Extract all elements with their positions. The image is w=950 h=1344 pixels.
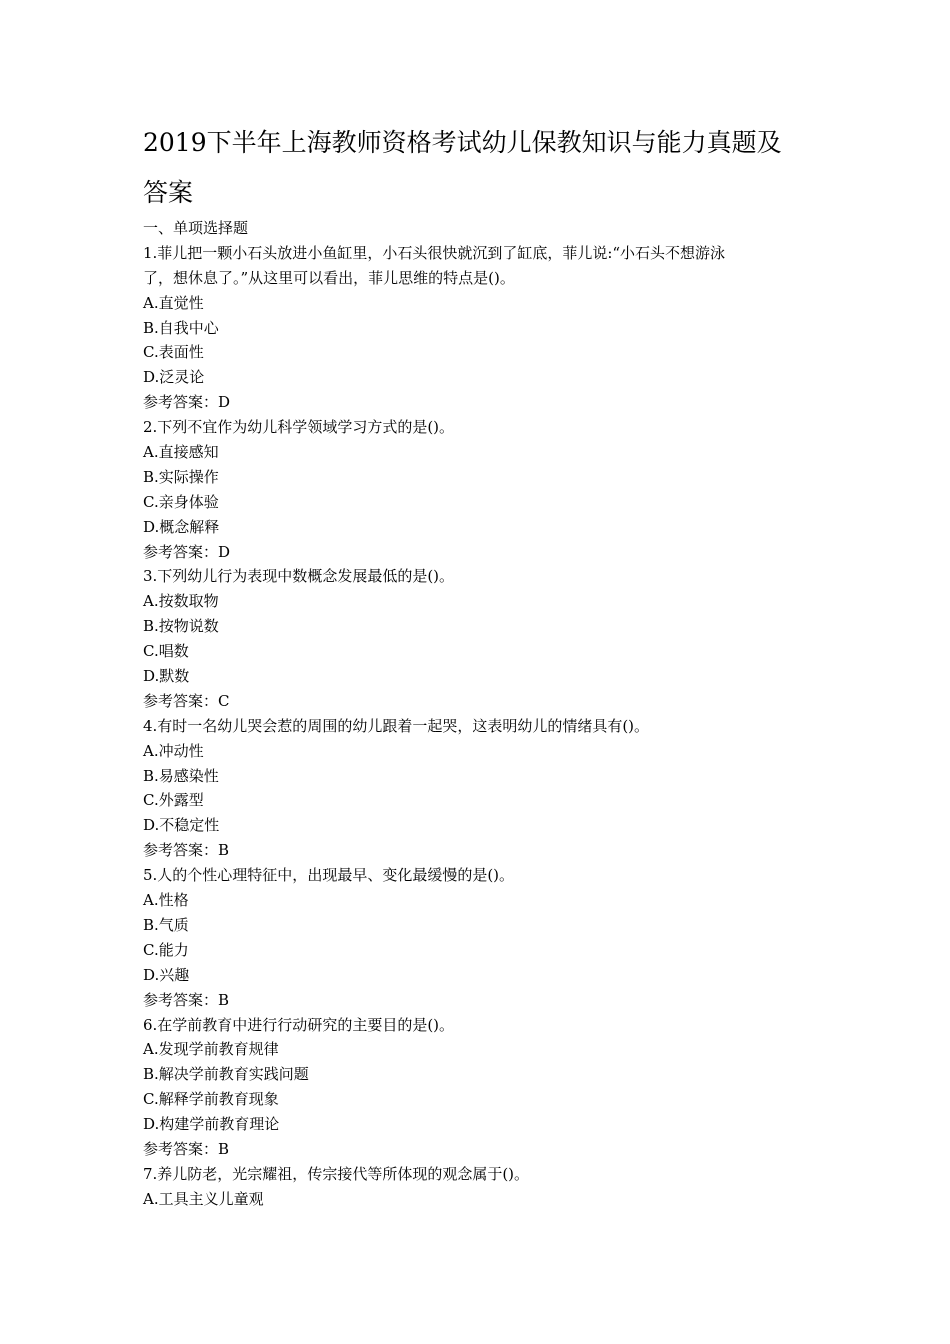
title-line-1: 2019下半年上海教师资格考试幼儿保教知识与能力真题及 (143, 128, 782, 157)
question-3 (143, 564, 823, 713)
question-7 (143, 1162, 823, 1212)
option-c: C.外露型 (143, 791, 204, 810)
option-d: D.默数 (143, 667, 190, 686)
question-stem: 5.人的个性心理特征中，出现最早、变化最缓慢的是()。 (143, 866, 515, 885)
option-d: D.不稳定性 (143, 816, 220, 835)
option-c: C.解释学前教育现象 (143, 1090, 279, 1109)
answer-line: 参考答案：B (143, 1139, 230, 1158)
question-stem: 7.养儿防老，光宗耀祖，传宗接代等所体现的观念属于()。 (143, 1164, 530, 1183)
option-c: C.唱数 (143, 642, 189, 661)
question-stem-continued: 了，想休息了。”从这里可以看出，菲儿思维的特点是()。 (143, 268, 515, 287)
option-d: D.构建学前教育理论 (143, 1115, 280, 1134)
option-c: C.能力 (143, 940, 189, 959)
answer-line: 参考答案：D (143, 393, 231, 412)
option-c: C.表面性 (143, 343, 204, 362)
option-b: B.解决学前教育实践问题 (143, 1065, 309, 1084)
option-a: A.冲动性 (143, 741, 204, 760)
option-b: B.按物说数 (143, 617, 219, 636)
option-a: A.工具主义儿童观 (143, 1189, 264, 1208)
option-b: B.易感染性 (143, 766, 219, 785)
option-d: D.兴趣 (143, 965, 190, 984)
option-a: A.按数取物 (143, 592, 219, 611)
document-title (143, 118, 823, 218)
answer-line: 参考答案：B (143, 990, 230, 1009)
question-stem: 6.在学前教育中进行行动研究的主要目的是()。 (143, 1015, 455, 1034)
option-b: B.气质 (143, 915, 189, 934)
answer-line: 参考答案：C (143, 691, 230, 710)
question-1 (143, 241, 823, 415)
option-a: A.直觉性 (143, 293, 204, 312)
option-d: D.泛灵论 (143, 368, 205, 387)
question-stem: 1.菲儿把一颗小石头放进小鱼缸里，小石头很快就沉到了缸底，菲儿说:“小石头不想游泳 (143, 243, 726, 262)
option-b: B.实际操作 (143, 467, 219, 486)
title-line-2: 答案 (143, 178, 194, 207)
option-c: C.亲身体验 (143, 492, 219, 511)
question-stem: 3.下列幼儿行为表现中数概念发展最低的是()。 (143, 567, 455, 586)
question-stem: 4.有时一名幼儿哭会惹的周围的幼儿跟着一起哭，这表明幼儿的情绪具有()。 (143, 716, 650, 735)
section-heading: 一、单项选择题 (143, 219, 249, 237)
question-5 (143, 863, 823, 1012)
option-a: A.性格 (143, 891, 189, 910)
option-a: A.直接感知 (143, 443, 219, 462)
question-4 (143, 714, 823, 863)
option-a: A.发现学前教育规律 (143, 1040, 279, 1059)
question-6 (143, 1013, 823, 1162)
answer-line: 参考答案：B (143, 841, 230, 860)
option-d: D.概念解释 (143, 517, 220, 536)
answer-line: 参考答案：D (143, 542, 231, 561)
question-2 (143, 415, 823, 564)
document-body (143, 216, 823, 1212)
option-b: B.自我中心 (143, 318, 219, 337)
question-stem: 2.下列不宜作为幼儿科学领域学习方式的是()。 (143, 418, 455, 437)
